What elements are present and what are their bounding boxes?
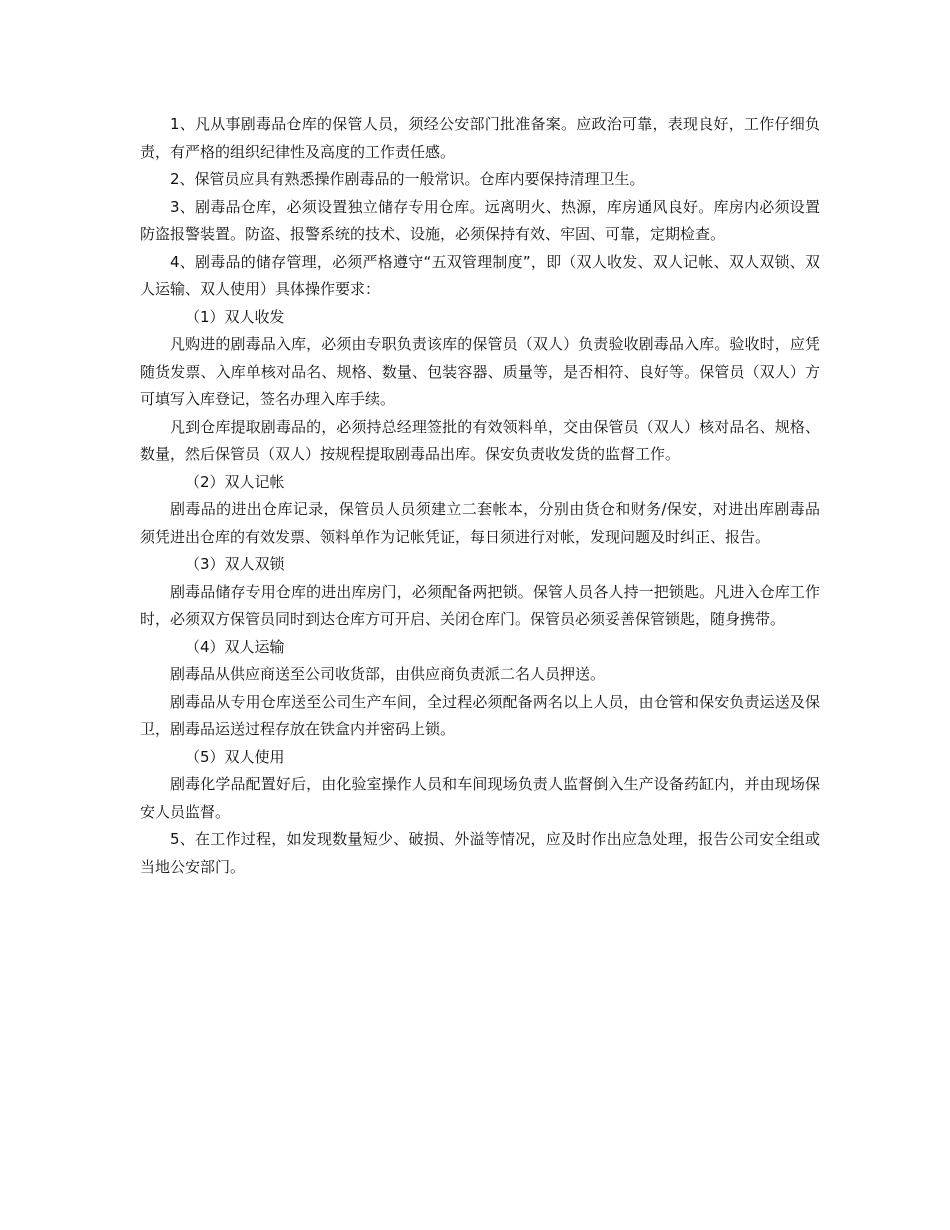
subheading-double-transport: （4）双人运输 xyxy=(185,637,285,656)
double-lock-paragraph: 剧毒品储存专用仓库的进出库房门，必须配备两把锁。保管人员各人持一把锁匙。凡进入仓库工作时，必须双方保管员同时到达仓库方可开启、关闭仓库门。保管员必须妥善保管锁匙，随身携带。 xyxy=(140,582,820,628)
subheading-double-use: （5）双人使用 xyxy=(185,747,285,766)
rule-1-qualification: 1、凡从事剧毒品仓库的保管人员，须经公安部门批准备案。应政治可靠，表现良好，工作仔细负责，有严格的组织纪律性及高度的工作责任感。 xyxy=(140,115,820,161)
document-body xyxy=(140,111,820,881)
transport-paragraph-1: 剧毒品从供应商送至公司收货部，由供应商负责派二名人员押送。 xyxy=(170,665,606,683)
transport-paragraph-2: 剧毒品从专用仓库送至公司生产车间，全过程必须配备两名以上人员，由仓管和保安负责运送及保卫，剧毒品运送过程存放在铁盒内并密码上锁。 xyxy=(140,692,820,738)
rule-3-warehouse: 3、剧毒品仓库，必须设置独立储存专用仓库。远离明火、热源，库房通风良好。库房内必须设置防盗报警装置。防盗、报警系统的技术、设施，必须保持有效、牢固、可靠，定期检查。 xyxy=(140,197,820,243)
receiving-paragraph-2: 凡到仓库提取剧毒品的，必须持总经理签批的有效领料单，交由保管员（双人）核对品名、规格、数量，然后保管员（双人）按规程提取剧毒品出库。保安负责收发货的监督工作。 xyxy=(140,417,820,463)
subheading-double-lock: （3）双人双锁 xyxy=(185,555,285,573)
subheading-double-bookkeeping: （2）双人记帐 xyxy=(185,472,285,491)
rule-5-emergency: 5、在工作过程，如发现数量短少、破损、外溢等情况，应及时作出应急处理，报告公司安全组或当地公安部门。 xyxy=(140,830,820,876)
double-use-paragraph: 剧毒化学品配置好后，由化验室操作人员和车间现场负责人监督倒入生产设备药缸内，并由现场保安人员监督。 xyxy=(140,775,820,821)
subheading-double-receiving: （1）双人收发 xyxy=(185,307,285,326)
receiving-paragraph-1: 凡购进的剧毒品入库，必须由专职负责该库的保管员（双人）负责验收剧毒品入库。验收时，应凭随货发票、入库单核对品名、规格、数量、包装容器、质量等，是否相符、良好等。保管员（双人）方可填写入库登记，签名办理入库手续。 xyxy=(140,335,820,408)
bookkeeping-paragraph: 剧毒品的进出仓库记录，保管员人员须建立二套帐本，分别由货仓和财务/保安，对进出库剧毒品须凭进出仓库的有效发票、领料单作为记帐凭证，每日须进行对帐，发现问题及时纠正、报告。 xyxy=(140,500,820,546)
rule-4-five-double-system: 4、剧毒品的储存管理，必须严格遵守“五双管理制度”，即（双人收发、双人记帐、双人双锁、双人运输、双人使用）具体操作要求： xyxy=(140,252,820,298)
rule-2-knowledge: 2、保管员应具有熟悉操作剧毒品的一般常识。仓库内要保持清理卫生。 xyxy=(170,170,645,188)
